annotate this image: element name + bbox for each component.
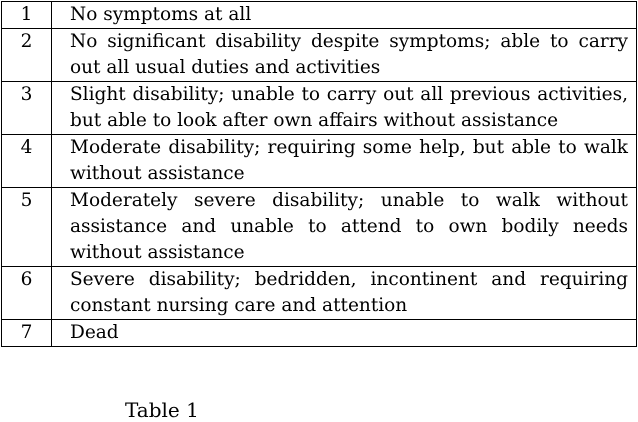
grade-cell: 2 [2, 29, 52, 82]
disability-scale-table [1, 1, 637, 347]
grade-cell: 3 [2, 82, 52, 135]
grade-cell: 5 [2, 188, 52, 267]
table-row [2, 29, 637, 82]
table-row [2, 2, 637, 29]
grade-cell: 7 [2, 320, 52, 347]
table-row [2, 267, 637, 320]
description-cell: Slight disability; unable to carry out all previous activities, but able to look after own affairs without assistance [52, 82, 637, 135]
table-caption: Table 1 [125, 398, 199, 422]
table-row [2, 82, 637, 135]
grade-cell: 1 [2, 2, 52, 29]
description-cell: Moderate disability; requiring some help, but able to walk without assistance [52, 135, 637, 188]
grade-cell: 6 [2, 267, 52, 320]
description-cell: No symptoms at all [52, 2, 637, 29]
table-row [2, 135, 637, 188]
description-cell: Moderately severe disability; unable to walk without assistance and unable to attend to own bodily needs without assistance [52, 188, 637, 267]
description-cell: Dead [52, 320, 637, 347]
grade-cell: 4 [2, 135, 52, 188]
table-row [2, 188, 637, 267]
description-cell: Severe disability; bedridden, incontinent and requiring constant nursing care and attention [52, 267, 637, 320]
table-row [2, 320, 637, 347]
description-cell: No significant disability despite symptoms; able to carry out all usual duties and activities [52, 29, 637, 82]
